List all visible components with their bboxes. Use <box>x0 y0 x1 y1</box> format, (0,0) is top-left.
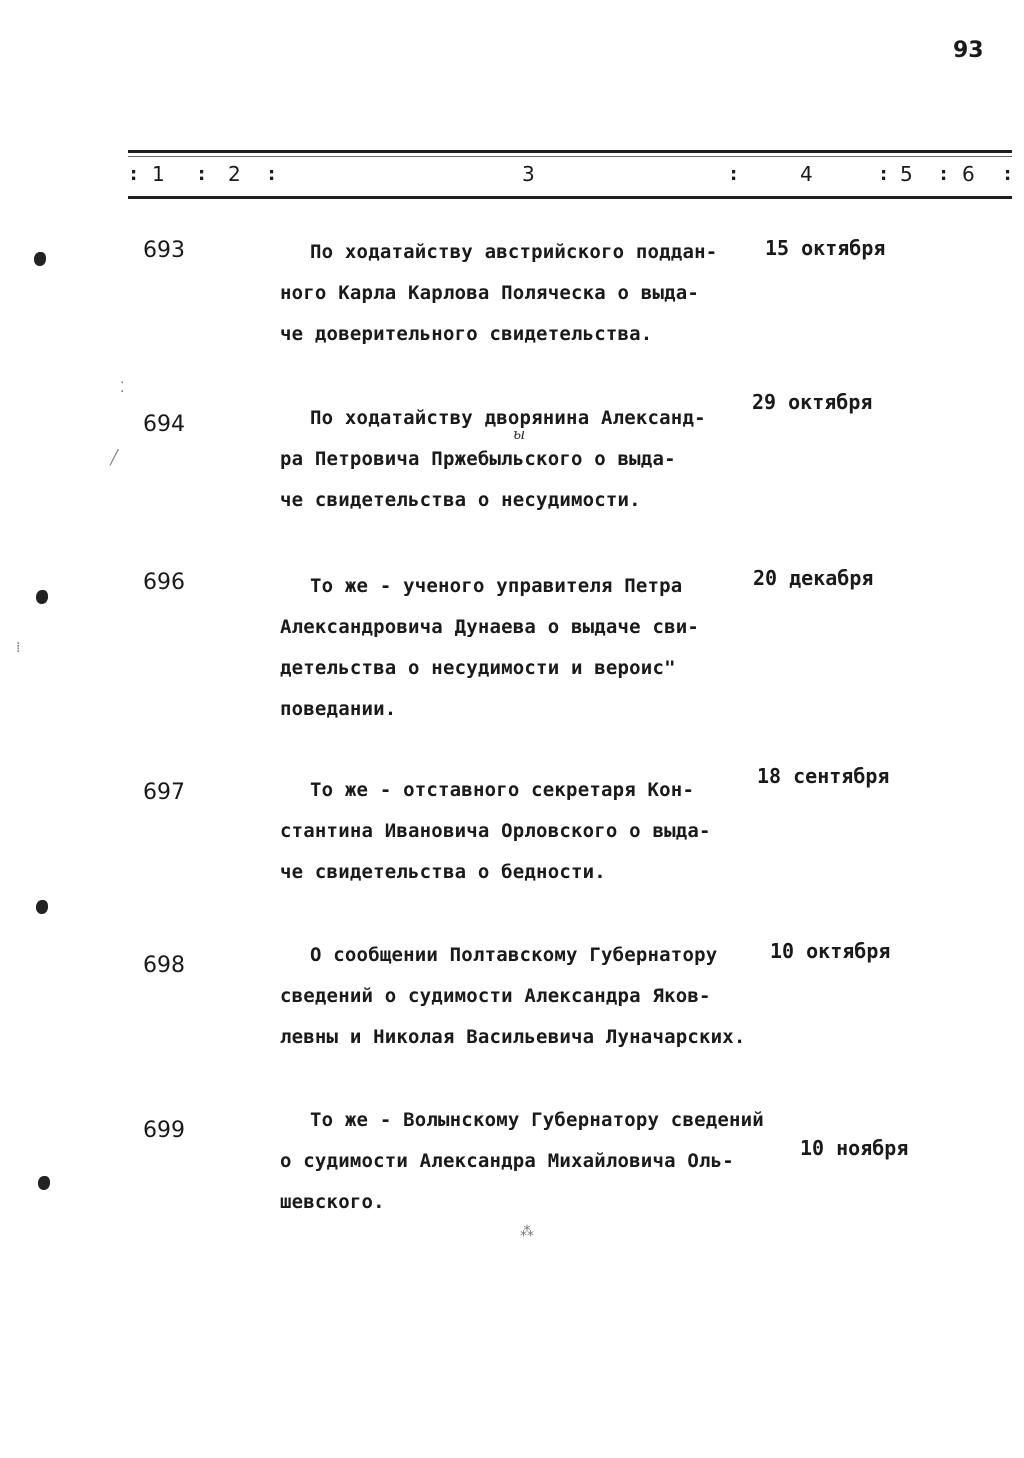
entry-line: О сообщении Полтавскому Губернатору <box>310 944 718 966</box>
entry-date: 18 сентября <box>757 764 890 788</box>
entry-date: 29 октября <box>752 390 873 414</box>
entry-line: ного Карла Карлова Поляческа о выда- <box>280 282 700 304</box>
entry-line: че доверительного свидетельства. <box>280 323 653 345</box>
binder-hole-mark <box>36 590 48 604</box>
entry-line: Александровича Дунаева о выдаче сви- <box>280 616 700 638</box>
entry-line: сведений о судимости Александра Яков- <box>280 985 711 1007</box>
column-separator: : <box>130 164 138 185</box>
page-number: 93 <box>953 38 984 63</box>
column-separator: : <box>880 164 888 185</box>
column-separator: : <box>1004 164 1012 185</box>
scan-speck: ⁞ <box>16 640 21 656</box>
entry-line: о судимости Александра Михайловича Оль- <box>280 1150 734 1172</box>
entry-line: детельства о несудимости и вероис" <box>280 657 676 679</box>
entry-description <box>280 398 750 521</box>
entry-number: 696 <box>143 570 185 595</box>
table-header-rule-top <box>128 150 1012 153</box>
binder-hole-mark <box>34 252 46 266</box>
scan-speck: ⁚ <box>120 380 125 396</box>
entry-number: 693 <box>143 238 185 263</box>
table-header-rule-bottom <box>128 196 1012 199</box>
entry-date: 10 октября <box>770 939 891 963</box>
column-header-4: 4 <box>800 162 813 186</box>
entry-date: 10 ноября <box>800 1136 909 1160</box>
column-separator: : <box>940 164 948 185</box>
column-header-5: 5 <box>900 162 913 186</box>
entry-number: 698 <box>143 953 185 978</box>
entry-line: По ходатайству австрийского поддан- <box>310 241 718 263</box>
entry-line: стантина Ивановича Орловского о выда- <box>280 820 711 842</box>
column-separator: : <box>198 164 206 185</box>
column-separator: : <box>268 164 276 185</box>
scan-speck: ⁂ <box>520 1224 534 1240</box>
entry-line: че свидетельства о несудимости. <box>280 489 641 511</box>
entry-description <box>280 935 750 1058</box>
binder-hole-mark <box>36 900 48 914</box>
entry-line: левны и Николая Васильевича Луначарских. <box>280 1026 746 1048</box>
entry-line: То же - ученого управителя Петра <box>310 575 683 597</box>
entry-date: 15 октября <box>765 236 886 260</box>
entry-line: ра Петровича Пржебыльского о выда- <box>280 448 676 470</box>
column-header-3: 3 <box>522 162 535 186</box>
entry-number: 699 <box>143 1118 185 1143</box>
handwritten-correction: ы <box>513 425 526 443</box>
entry-line: По ходатайству дворянина Александ- <box>310 407 706 429</box>
scan-speck: ╱ <box>110 450 119 466</box>
entry-description <box>280 1100 764 1223</box>
entry-line: То же - Волынскому Губернатору сведений <box>310 1109 764 1131</box>
column-header-2: 2 <box>228 162 241 186</box>
entry-line: поведании. <box>280 698 397 720</box>
entry-date: 20 декабря <box>753 566 874 590</box>
binder-hole-mark <box>38 1176 50 1190</box>
entry-description <box>280 566 750 730</box>
entry-line: шевского. <box>280 1191 385 1213</box>
entry-line: То же - отставного секретаря Кон- <box>310 779 695 801</box>
entry-line: че свидетельства о бедности. <box>280 861 606 883</box>
column-header-1: 1 <box>152 162 165 186</box>
entry-description <box>280 232 750 355</box>
table-header-rule-top-thin <box>128 156 1012 157</box>
entry-number: 697 <box>143 780 185 805</box>
entry-description <box>280 770 750 893</box>
column-header-6: 6 <box>962 162 975 186</box>
column-separator: : <box>730 164 738 185</box>
entry-number: 694 <box>143 412 185 437</box>
